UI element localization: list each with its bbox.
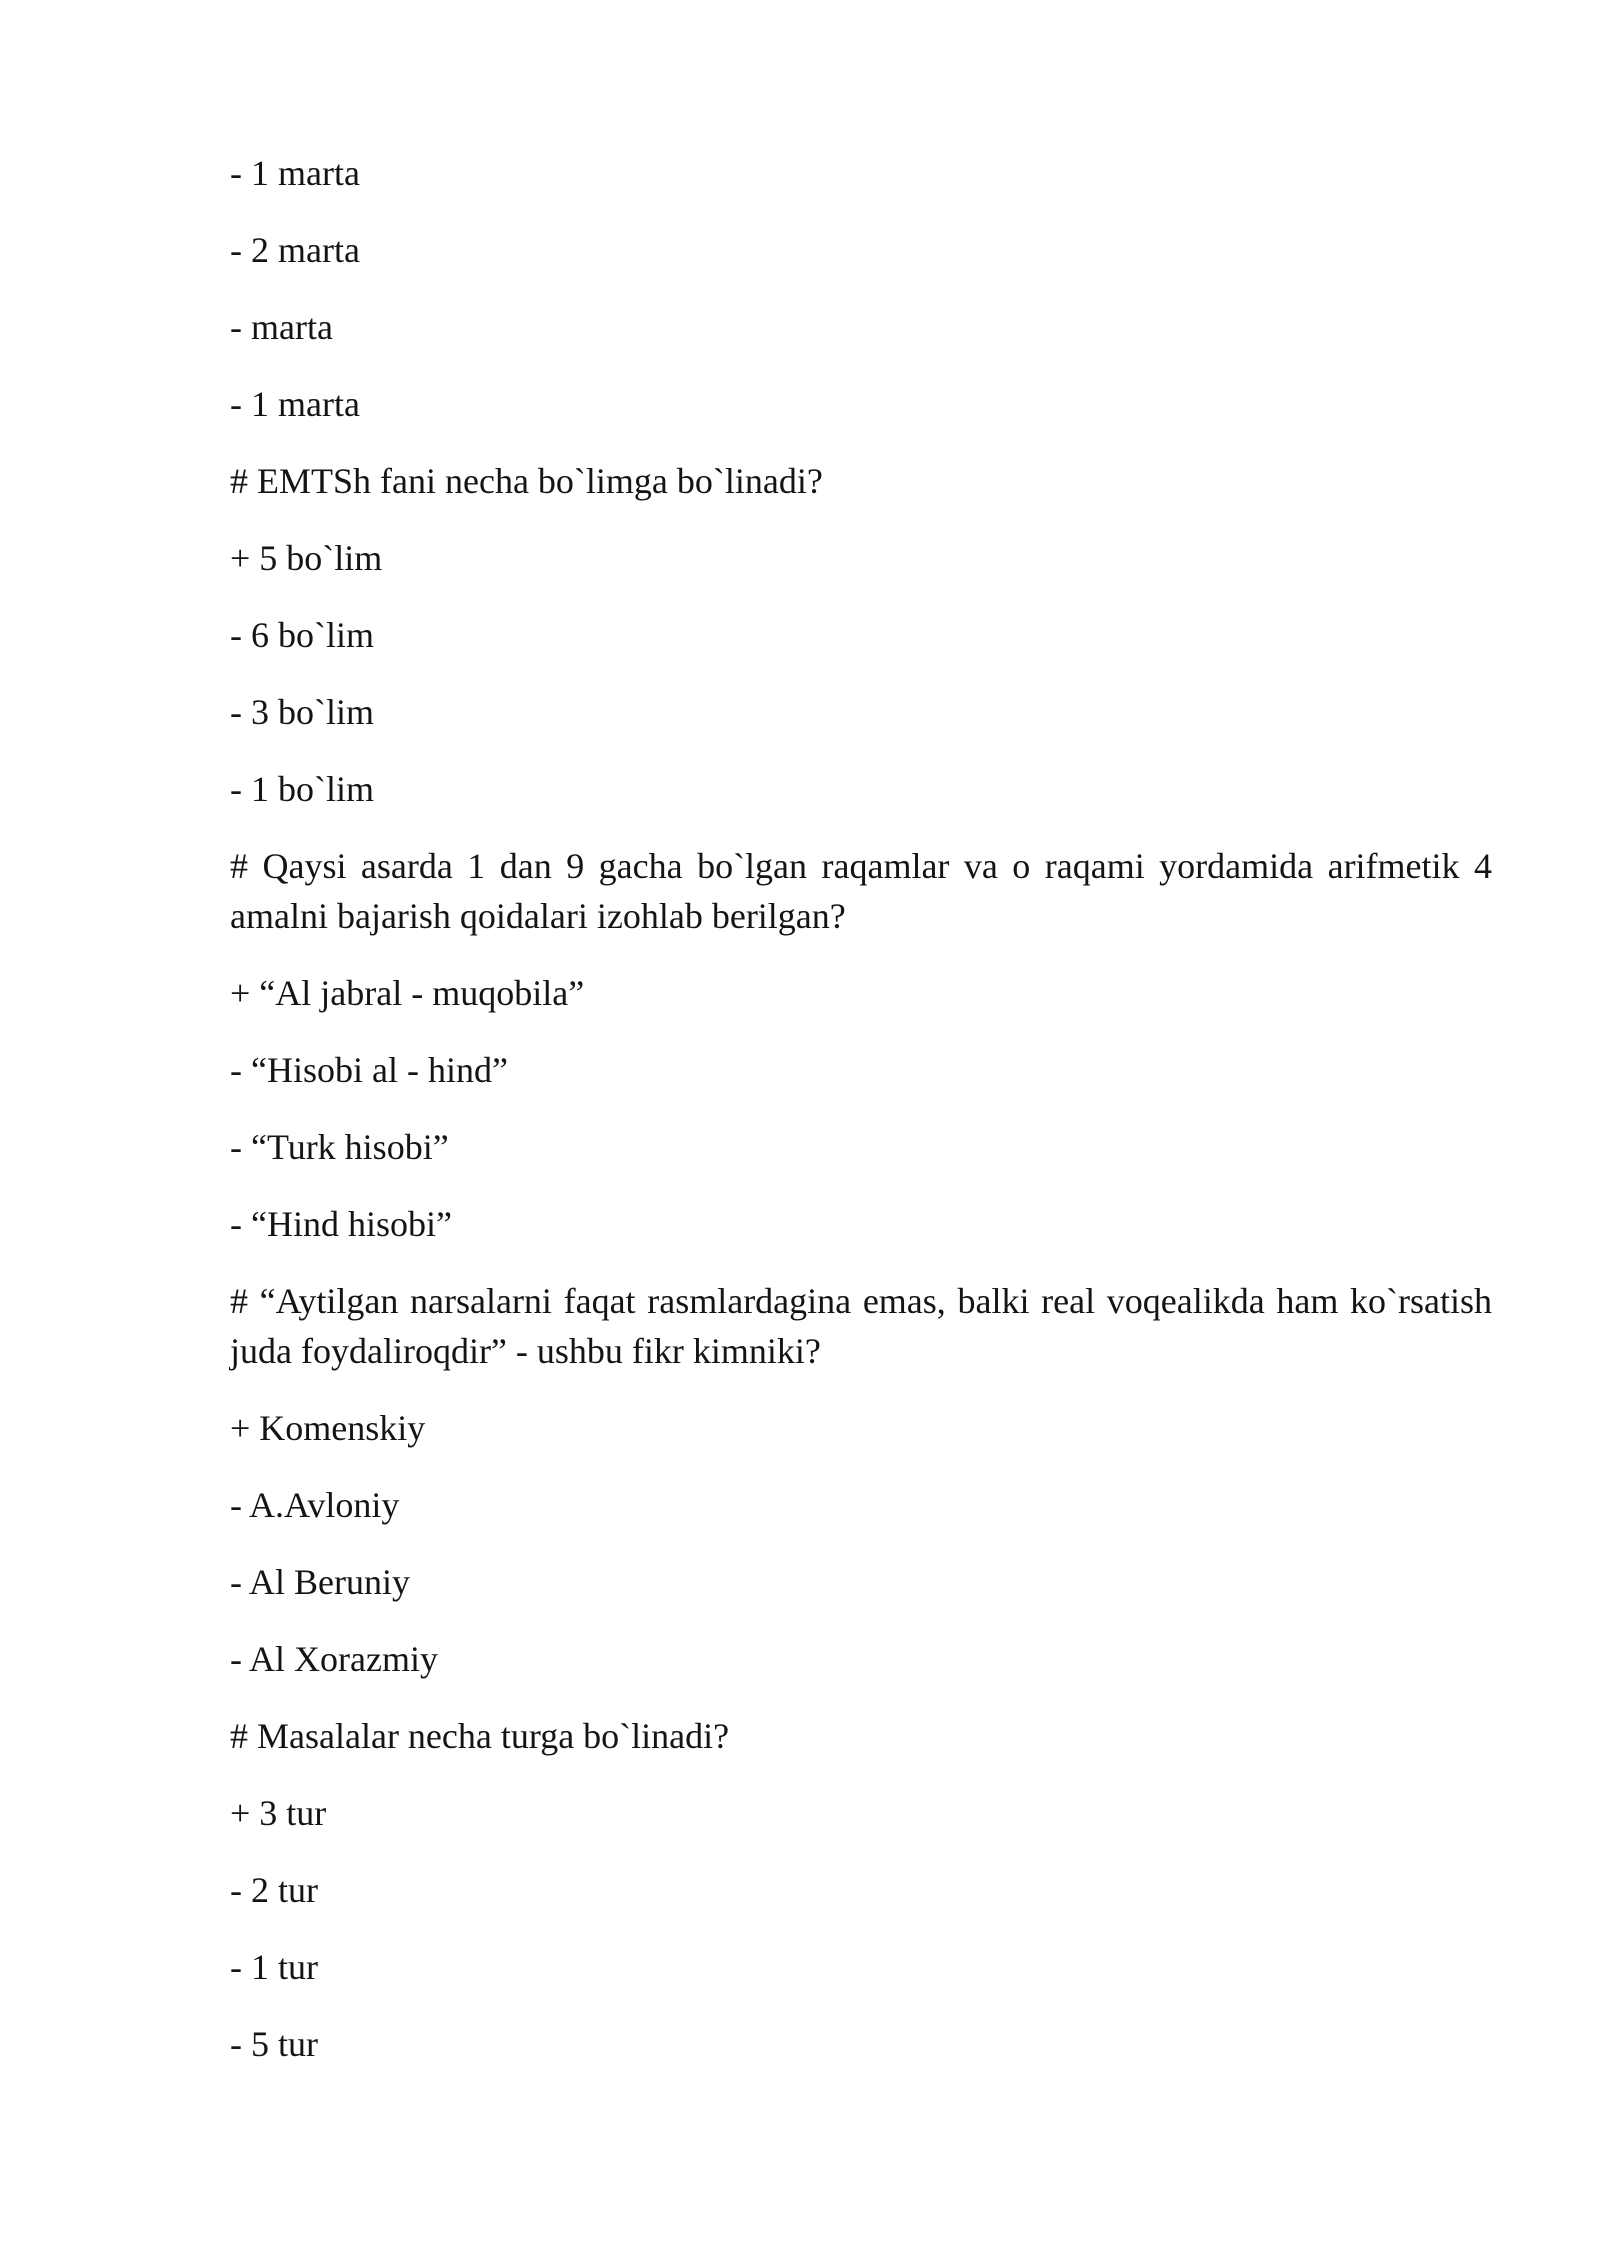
question: # Qaysi asarda 1 dan 9 gacha bo`lgan raqamlar va o raqami yordamida arifmetik 4 amalni bajarish qoidalari izohlab berilgan?: [230, 846, 1492, 936]
answer-option: - A.Avloniy: [230, 1485, 400, 1525]
question: # Masalalar necha turga bo`linadi?: [230, 1716, 730, 1756]
answer-option: - marta: [230, 307, 333, 347]
answer-option: - 5 tur: [230, 2024, 318, 2064]
correct-answer: + “Al jabral - muqobila”: [230, 973, 585, 1013]
answer-option: - 1 bo`lim: [230, 769, 374, 809]
answer-option: - 1 marta: [230, 384, 360, 424]
answer-option: - 6 bo`lim: [230, 615, 374, 655]
answer-option: - “Hisobi al - hind”: [230, 1050, 508, 1090]
quiz-content: [230, 148, 1492, 2096]
answer-option: - “Hind hisobi”: [230, 1204, 452, 1244]
answer-option: - Al Xorazmiy: [230, 1639, 438, 1679]
answer-option: - “Turk hisobi”: [230, 1127, 449, 1167]
question: # EMTSh fani necha bo`limga bo`linadi?: [230, 461, 823, 501]
answer-option: - 1 tur: [230, 1947, 318, 1987]
correct-answer: + 5 bo`lim: [230, 538, 383, 578]
question: # “Aytilgan narsalarni faqat rasmlardagina emas, balki real voqealikda ham ko`rsatish juda foydaliroqdir” - ushbu fikr kimniki?: [230, 1281, 1492, 1371]
answer-option: - 3 bo`lim: [230, 692, 374, 732]
correct-answer: + Komenskiy: [230, 1408, 426, 1448]
answer-option: - Al Beruniy: [230, 1562, 410, 1602]
answer-option: - 2 marta: [230, 230, 360, 270]
answer-option: - 1 marta: [230, 153, 360, 193]
correct-answer: + 3 tur: [230, 1793, 327, 1833]
answer-option: - 2 tur: [230, 1870, 318, 1910]
